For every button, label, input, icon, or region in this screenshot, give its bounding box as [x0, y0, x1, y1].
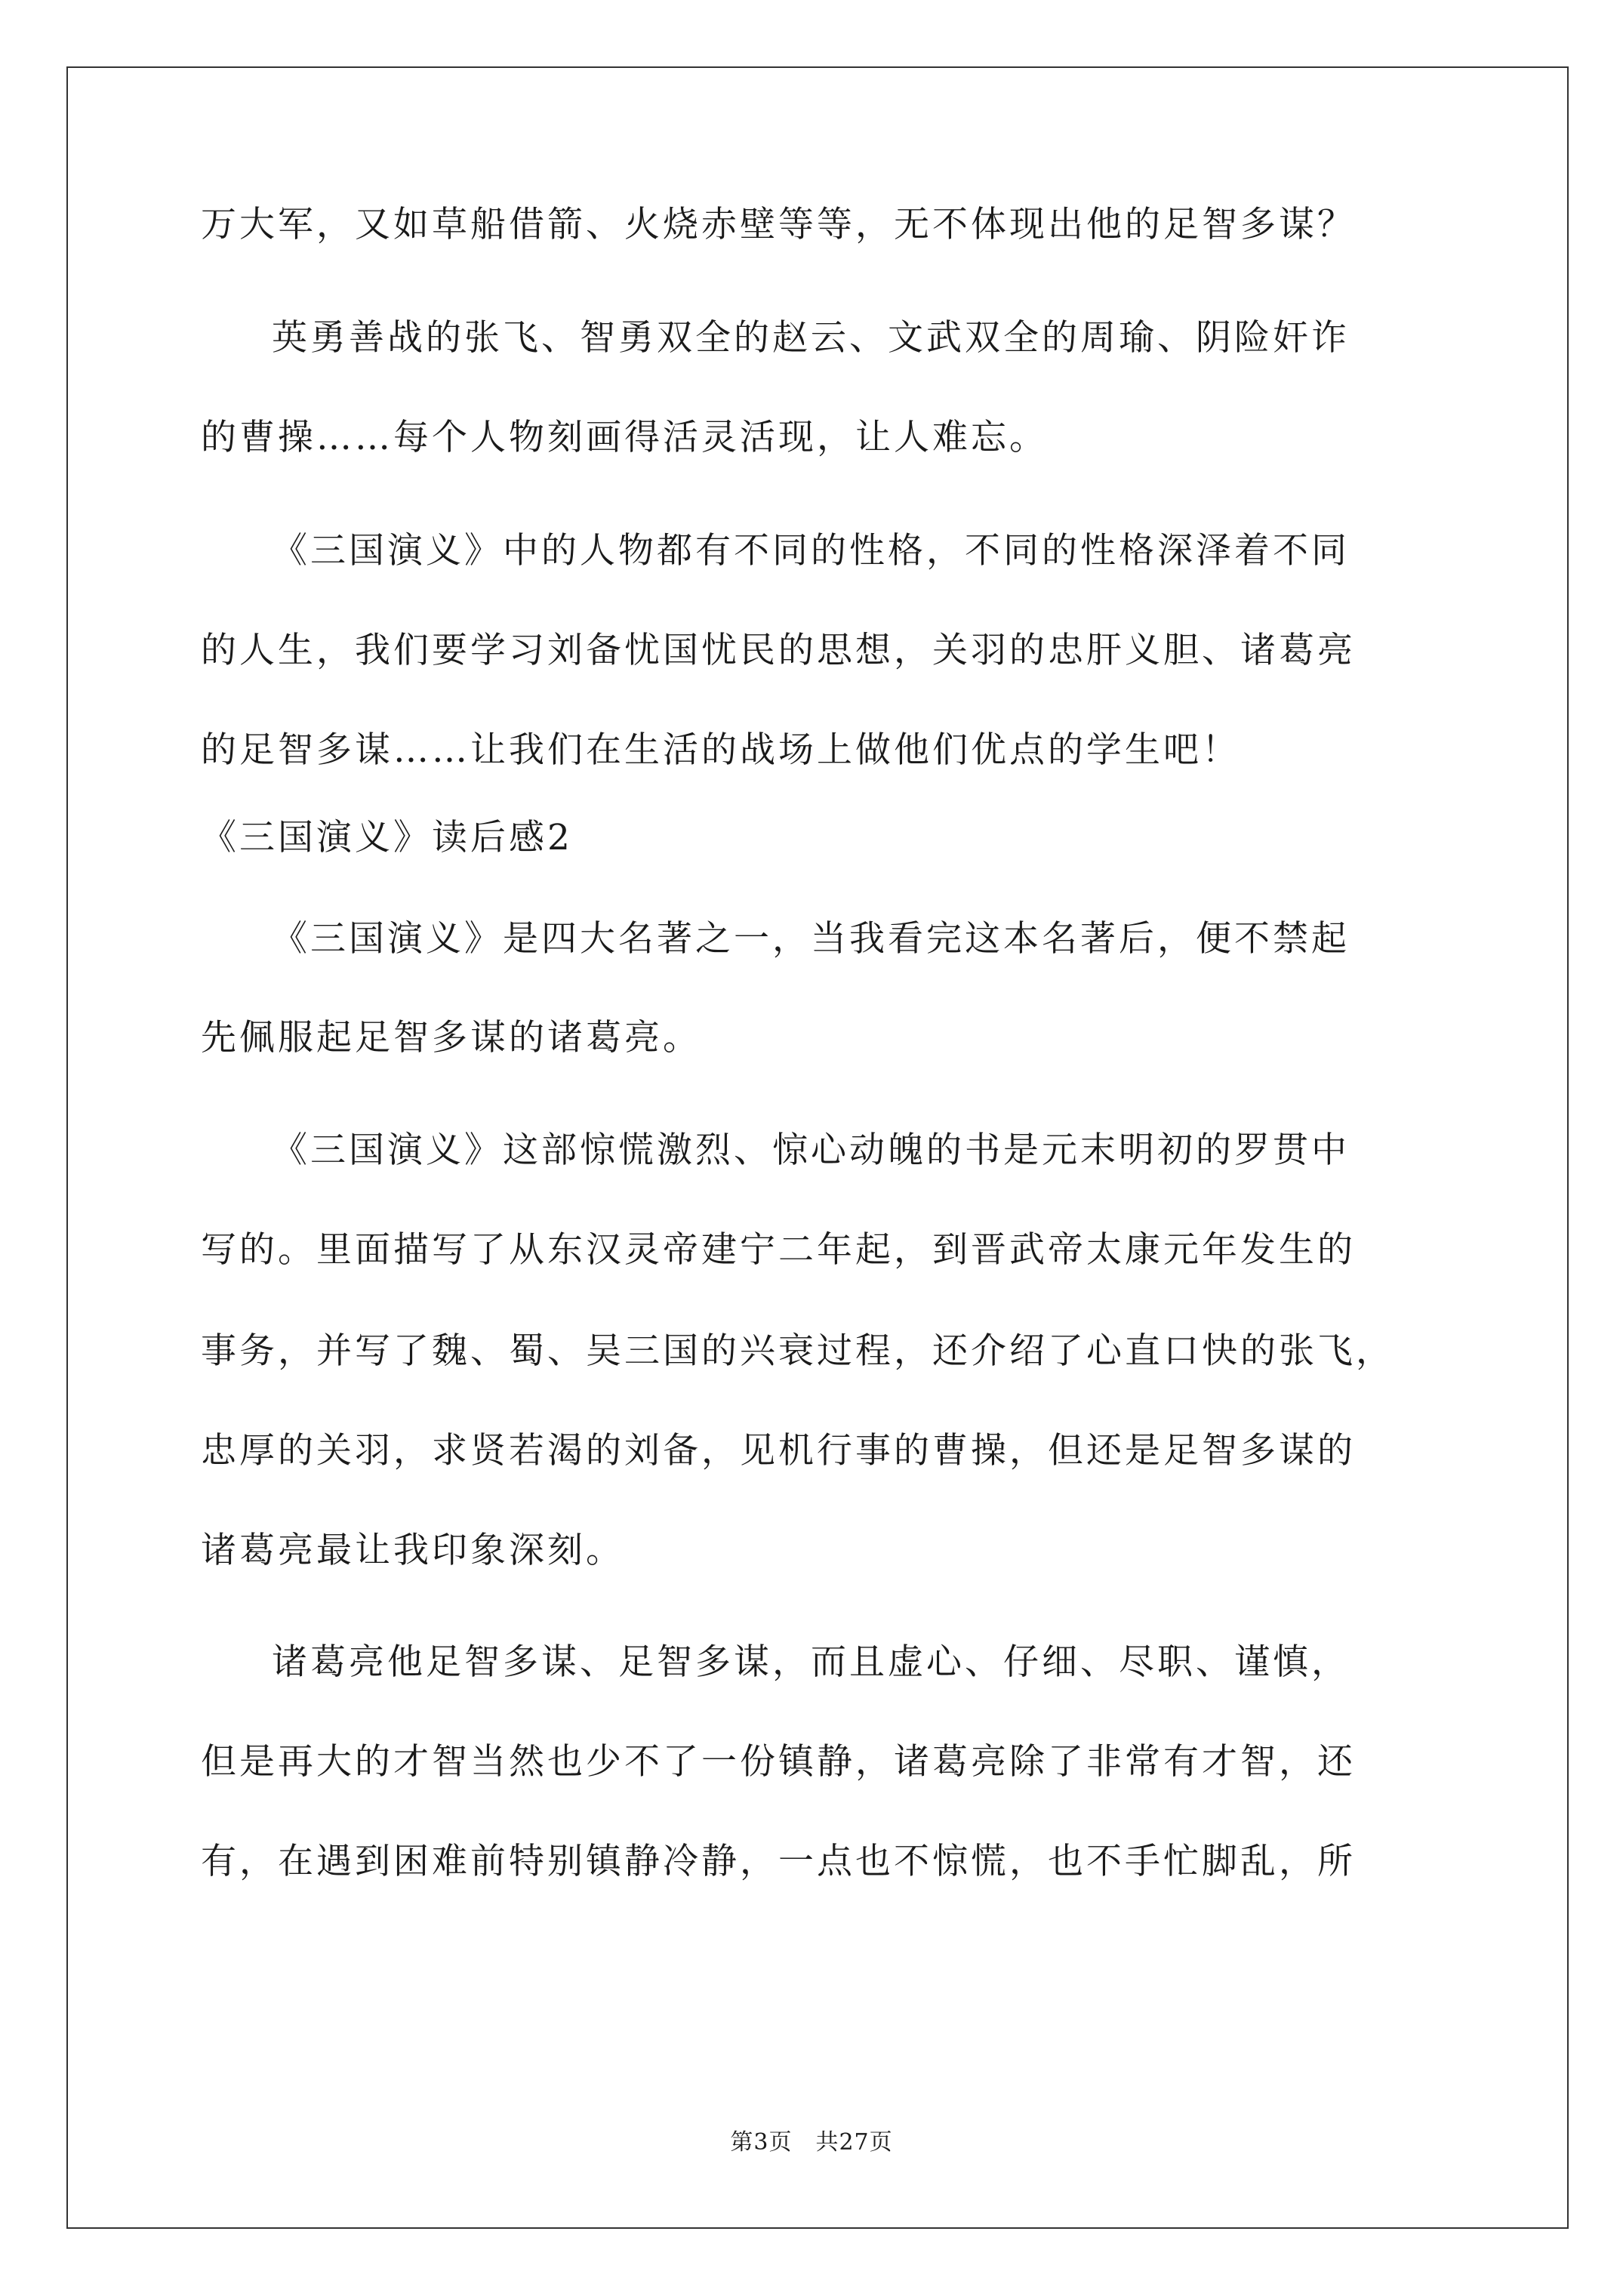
text-line: 先佩服起足智多谋的诸葛亮。: [201, 1017, 701, 1059]
paragraph-start: 英勇善战的张飞、智勇双全的赵云、文武双全的周瑜、阴险奸诈: [272, 317, 1350, 359]
paragraph-start: 《三国演义》这部惊慌激烈、惊心动魄的书是元末明初的罗贯中: [272, 1130, 1350, 1171]
text-line: 有，在遇到困难前特别镇静冷静，一点也不惊慌，也不手忙脚乱，所: [201, 1841, 1356, 1882]
paragraph-start: 《三国演义》中的人物都有不同的性格，不同的性格深泽着不同: [272, 530, 1350, 572]
paragraph-start: 诸葛亮他足智多谋、足智多谋，而且虚心、仔细、尽职、谨慎，: [272, 1641, 1350, 1683]
paragraph-start: 《三国演义》是四大名著之一，当我看完这本名著后，便不禁起: [272, 918, 1350, 960]
text-line: 的足智多谋……让我们在生活的战场上做他们优点的学生吧！: [201, 729, 1240, 771]
section-heading: 《三国演义》读后感2: [201, 817, 573, 858]
page-footer: 第3页 共27页: [730, 2129, 893, 2156]
text-line: 写的。里面描写了从东汉灵帝建宁二年起，到晋武帝太康元年发生的: [201, 1229, 1356, 1271]
text-line: 万大军，又如草船借箭、火烧赤壁等等，无不体现出他的足智多谋？: [201, 204, 1356, 245]
text-line: 诸葛亮最让我印象深刻。: [201, 1530, 624, 1571]
text-line: 的曹操……每个人物刻画得活灵活现，让人难忘。: [201, 417, 1048, 458]
text-line: 但是再大的才智当然也少不了一份镇静，诸葛亮除了非常有才智，还: [201, 1741, 1356, 1783]
text-line: 的人生，我们要学习刘备忧国忧民的思想，关羽的忠肝义胆、诸葛亮: [201, 630, 1356, 671]
text-line: 事务，并写了魏、蜀、吴三国的兴衰过程，还介绍了心直口快的张飞，: [201, 1330, 1394, 1372]
text-line: 忠厚的关羽，求贤若渴的刘备，见机行事的曹操，但还是足智多谋的: [201, 1430, 1356, 1472]
